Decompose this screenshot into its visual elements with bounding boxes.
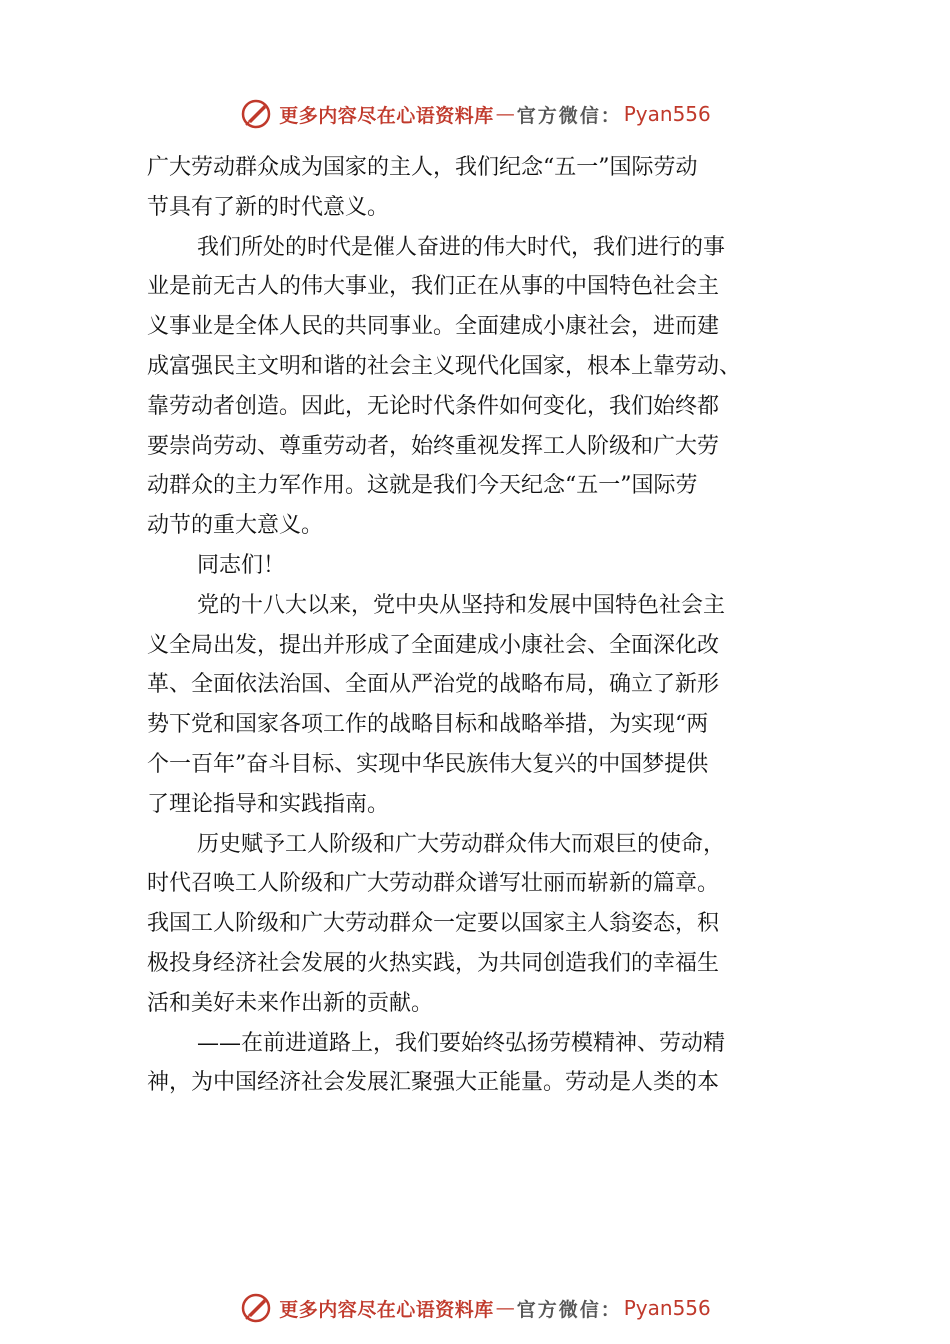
text-line: 神，为中国经济社会发展汇聚强大正能量。劳动是人类的本: [147, 1070, 720, 1096]
text-line: 动群众的主力军作用。这就是我们今天纪念“五一”国际劳: [147, 473, 698, 499]
text-line: 我国工人阶级和广大劳动群众一定要以国家主人翁姿态，积: [147, 911, 720, 937]
text-line: 势下党和国家各项工作的战略目标和战略举措，为实现“两: [147, 712, 709, 738]
footer-wechat-label: 官方微信：: [516, 1298, 622, 1321]
footer-title: 更多内容尽在心语资料库: [279, 1298, 494, 1321]
text-line: 时代召唤工人阶级和广大劳动群众谱写壮丽而崭新的篇章。: [147, 871, 720, 897]
text-line: 了理论指导和实践指南。: [147, 791, 390, 817]
text-line: 活和美好未来作出新的贡献。: [147, 990, 434, 1016]
text-line: 同志们！: [197, 552, 286, 578]
document-body: [147, 148, 807, 1103]
header-wechat-id: Pyan556: [623, 102, 711, 126]
text-line: 节具有了新的时代意义。: [147, 194, 390, 220]
text-line: 我们所处的时代是催人奋进的伟大时代，我们进行的事: [197, 234, 726, 260]
text-line: 个一百年”奋斗目标、实现中华民族伟大复兴的中国梦提供: [147, 751, 709, 777]
text-line: 历史赋予工人阶级和广大劳动群众伟大而艰巨的使命，: [197, 831, 726, 857]
header-dash: —: [495, 103, 515, 125]
text-line: 广大劳动群众成为国家的主人，我们纪念“五一”国际劳动: [147, 155, 698, 180]
header-wechat-label: 官方微信：: [516, 104, 622, 127]
header-banner: [0, 94, 950, 134]
text-line: 成富强民主文明和谐的社会主义现代化国家，根本上靠劳动、: [147, 353, 742, 379]
text-line: 革、全面依法治国、全面从严治党的战略布局，确立了新形: [147, 672, 720, 698]
text-line: 党的十八大以来，党中央从坚持和发展中国特色社会主: [197, 592, 726, 618]
quill-logo-icon: [239, 1291, 273, 1325]
text-line: 义事业是全体人民的共同事业。全面建成小康社会，进而建: [147, 314, 720, 340]
quill-logo-icon: [239, 97, 273, 131]
text-line: 动节的重大意义。: [147, 513, 324, 539]
footer-wechat-id: Pyan556: [623, 1296, 711, 1320]
footer-dash: —: [495, 1297, 515, 1319]
header-title: 更多内容尽在心语资料库: [279, 104, 494, 127]
text-line: ——在前进道路上，我们要始终弘扬劳模精神、劳动精: [197, 1030, 726, 1056]
text-line: 靠劳动者创造。因此，无论时代条件如何变化，我们始终都: [147, 393, 720, 419]
text-line: 义全局出发，提出并形成了全面建成小康社会、全面深化改: [147, 632, 720, 658]
footer-banner: [0, 1288, 950, 1328]
text-line: 要崇尚劳动、尊重劳动者，始终重视发挥工人阶级和广大劳: [147, 433, 720, 459]
text-line: 业是前无古人的伟大事业，我们正在从事的中国特色社会主: [147, 274, 720, 300]
text-line: 极投身经济社会发展的火热实践，为共同创造我们的幸福生: [147, 950, 720, 976]
